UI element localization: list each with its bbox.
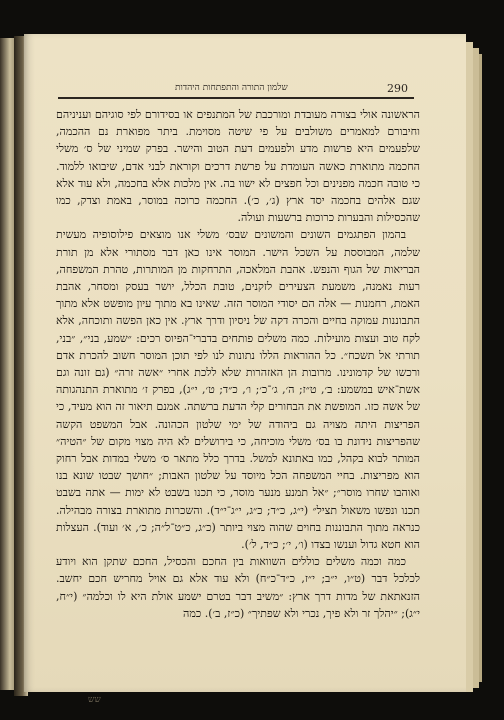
paragraph: כמה וכמה משלים כוללים השוואות בין החכם והכסיל, החכם שתקן הוא ויודע לכלכל דבר (ט״ו, י״ב; י״ז, כ״ד־כ״ח) ולא עוד אלא גם אויל מחריש חכם יחשב. הזנאתאת של מדות דרך ארץ: ״משיב דבר בטרם ישמע אולת היא לו וכלמה״ (י״ח, י״ג); ״יהלך זר ולא פיך, נכרי ולא שפתיך״ (כ״ז, ב׳). כמה <box>56 555 420 620</box>
page-number: 290 <box>387 82 408 95</box>
header-rule <box>58 97 414 99</box>
body-text <box>56 106 420 622</box>
paragraph: בהמון הפתגמים השונים והמשונים שבס׳ משלי אנו מוצאים פילוסופיה מעשית שלמה, המבוססת על השכל הישר. המוסר אינו כאן דבר מסתורי אלא מן תורת הבריאות של הגוף והנפש. אהבת המלאכה, התרחקות מן המותרות, טהרת המשפחה, רעות נאמנה, משמעת הצעירים לזקנים, טובת הכלל, יושר בעסק ומסחר, אהבת האמת, רחמנות — אלה הם יסודי המוסר הזה. שאינו בא מתוך עיון מופשט אלא מתוך התבוננות עמוקה בחיים והכרה דקה של ניסיון ודרך ארץ. אין כאן הפשה ותוכחה, אלא לקח טוב ועצות מועילות. כמה משלים פותחים בדברי־הפיוס רכים: ״שמע, בני״, ״בני, תורתי אל תשכח״. כל ההוראות הללו נתונות לנו לפי תוכן המוסר חשוב להכרת אדם ורכשו של קדמונינו. מרובות הן האזהרות שלא ללכת אחרי ״אשה זרה״ (גם זונה וגם אשת־איש במשמע: ב׳, ט״ז; ה׳, ג׳־כ׳; ו׳, כ״ד; ט׳, י״ג), בפרק ז׳ מתוארת התנהגותה של אשה כזו. המופשת את הבחורים קלי הדעת ברשתה. אמנם תיאור זה הוא מעיד, כי הפריצות היתה מצויה גם ביהודה של ימי שלטון הכהונה. אבל המשפט הקשה שהפריצות נידונת בו בס׳ משלי מוכיחה, כי בירושלים לא היה מצוי מקום של ״הטיה״ המותר לבוא בקהל, כמו באתונא למשל. בדרך כלל מתאר ס׳ משלי במדות אבל רחוק הוא מפריצות. בחיי המשפחה הכל מיוסד על שלטון האבות; ״חושך שבטו שונא בנו ואוהבו שחרו מוסר״; ״אל תמנע מנער מוסר, כי תכנו בשבט לא ימות — אתה בשבט תכנו ונפשו משאול תציל״ (י״ג, כ״ד; כ״ג, י״ג־י״ד). והשכרות מתוארת בצורה מבהילה. כנראה מתוך התבוננות בחוים שהוה מצוי ביותר (כ״ג, כ״ט־ל״ה; כ׳, א׳ ועוד). העצלות הוא חטא גדול וענשו בצדו (ו׳, י׳; כ״ד, ל׳). <box>56 228 420 552</box>
running-head: שלמון התורה והתפתחות היהדות <box>175 83 288 93</box>
footer-mark: שש <box>88 695 101 705</box>
paragraph: הראשונה אולי בצורה מעובדת ומורכבת של המתנפים או בסידורם לפי סוגיהם ועניניהם וחיבורם למאמרים משולבים על פי שיטה מסוימת. ביתר מפוארת נם ההכמה, שלפעמים היא פרשות מדע ולפעמים דעת הטוב והישר. בפרק שמיני של ס׳ משלי החכמה מתוארת כאשה העומדת על פרשת דרכים וקוראת לבני אדם, שיבואו ללמוד. כי טובה חכמה מפנינים וכל חפצים לא ישוו בה. אין מלכות אלא בחכמה, ולא עוד אלא שגם אלהים בחכמה יסד ארץ (ג׳, כ׳). החכמה כרוכה במוסר, באמת וצדק, כמו שהכסילות והבערות כרוכות ברשעות ועולה. <box>56 108 420 225</box>
